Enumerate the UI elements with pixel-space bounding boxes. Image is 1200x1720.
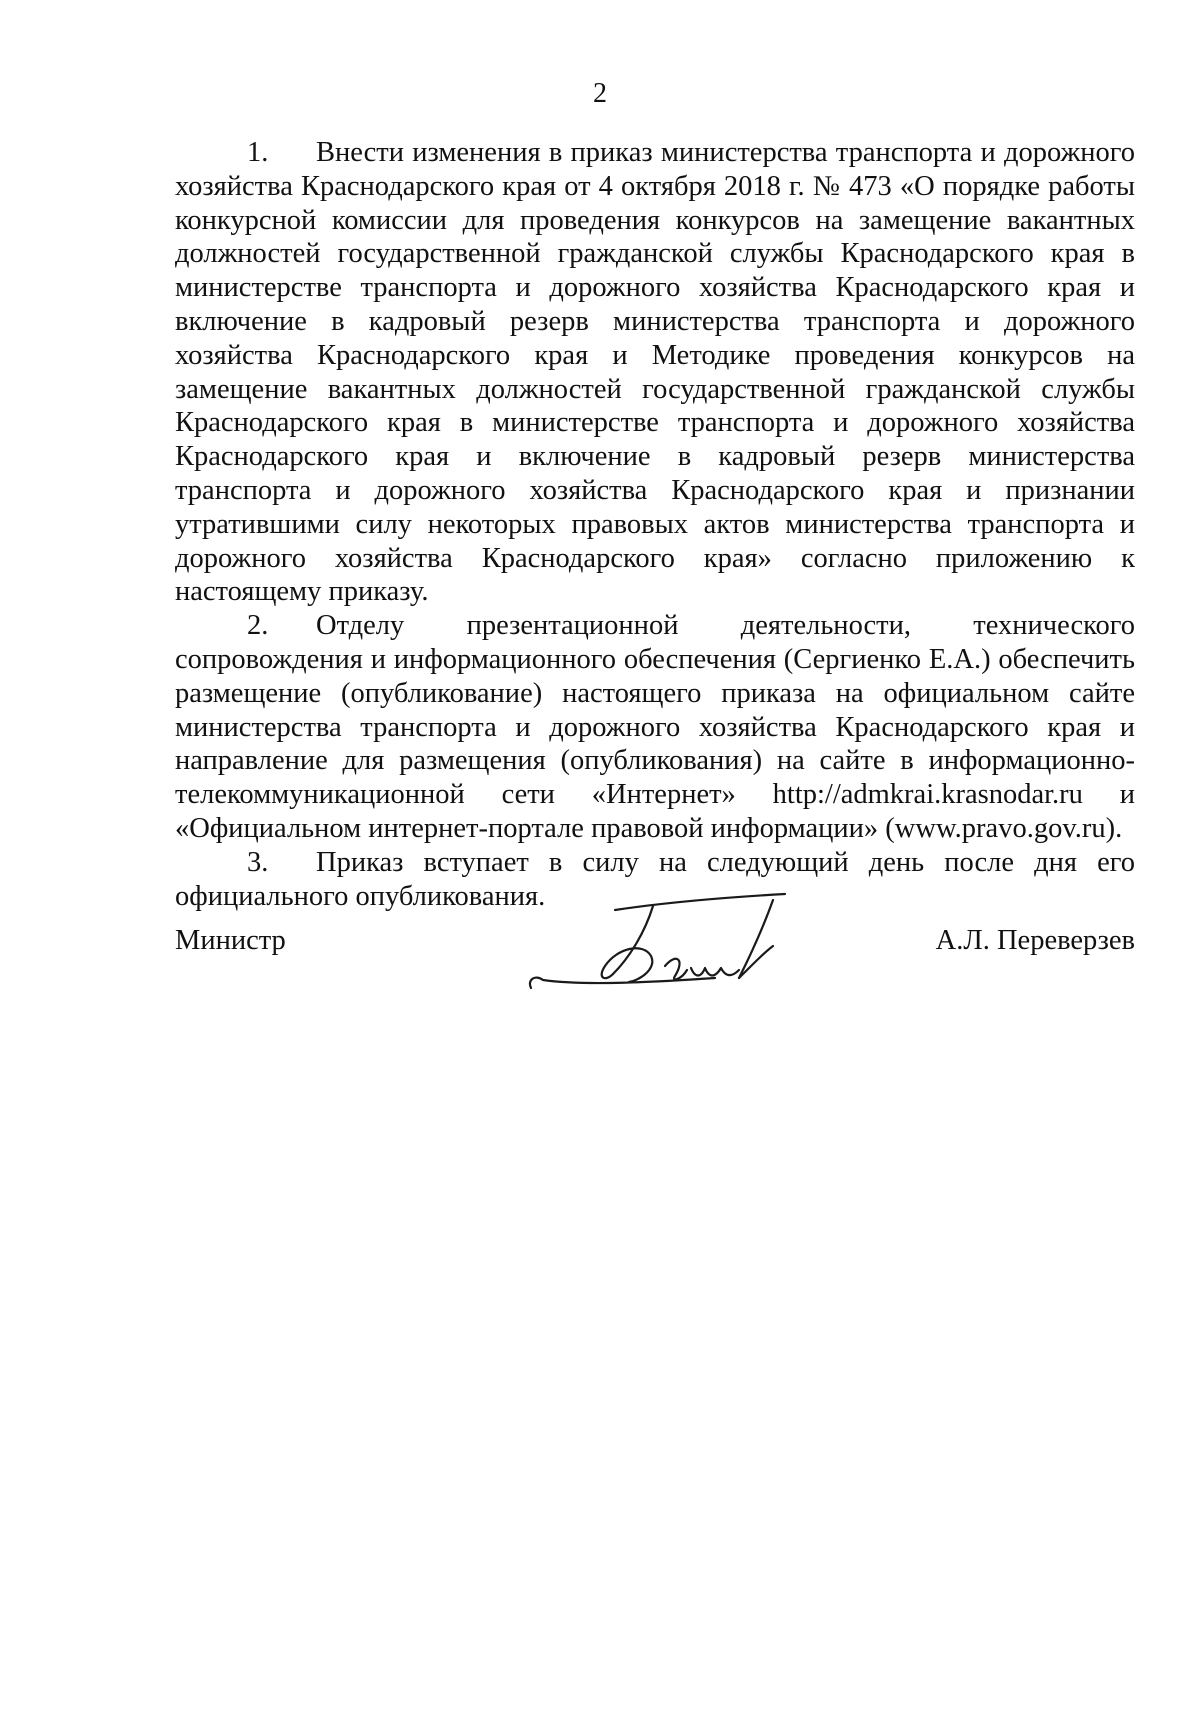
item-text: Внести изменения в приказ министерства транспорта и дорожного хозяйства Краснодарского края от 4 октября 2018 г. № 473 «О порядке работы конкурсной комиссии для проведения конкурсов на замещение вакантных должностей государственной гражданской службы Краснодарского края в министерстве транспорта и дорожного хозяйства Краснодарского края и включение в кадровый резерв министерства транспорта и дорожного хозяйства Краснодарского края и Методике проведения конкурсов на замещение вакантных должностей государственной гражданской службы Краснодарского края в министерстве транспорта и дорожного хозяйства Краснодарского края и включение в кадровый резерв министерства транспорта и дорожного хозяйства Краснодарского края и признании утратившими силу некоторых правовых актов министерства транспорта и дорожного хозяйства Краснодарского края» согласно приложению к настоящему приказу. [175,137,1135,608]
handwritten-signature [525,882,805,1002]
order-item-2 [175,609,1135,846]
order-body [175,136,1135,913]
signatory-title: Министр [175,925,286,956]
item-text: Отделу презентационной деятельности, технического сопровождения и информационного обеспечения (Сергиенко Е.А.) обеспечить размещение (опубликование) настоящего приказа на официальном сайте министерства транспорта и дорожного хозяйства Краснодарского края и направление для размещения (опубликования) на сайте в информационно-телекоммуникационной сети «Интернет» http://admkrai.krasnodar.ru и «Официальном интернет-портале правовой информации» (www.pravo.gov.ru). [175,610,1135,844]
item-text: Приказ вступает в силу на следующий день после дня его официального опубликования. [175,846,1135,912]
item-number: 1. [247,137,269,168]
order-item-1 [175,136,1135,609]
signatory-name: А.Л. Переверзев [935,925,1135,956]
item-number: 2. [247,610,269,642]
page-number: 2 [593,78,607,109]
item-number: 3. [247,846,269,878]
signature-block [175,900,1135,980]
